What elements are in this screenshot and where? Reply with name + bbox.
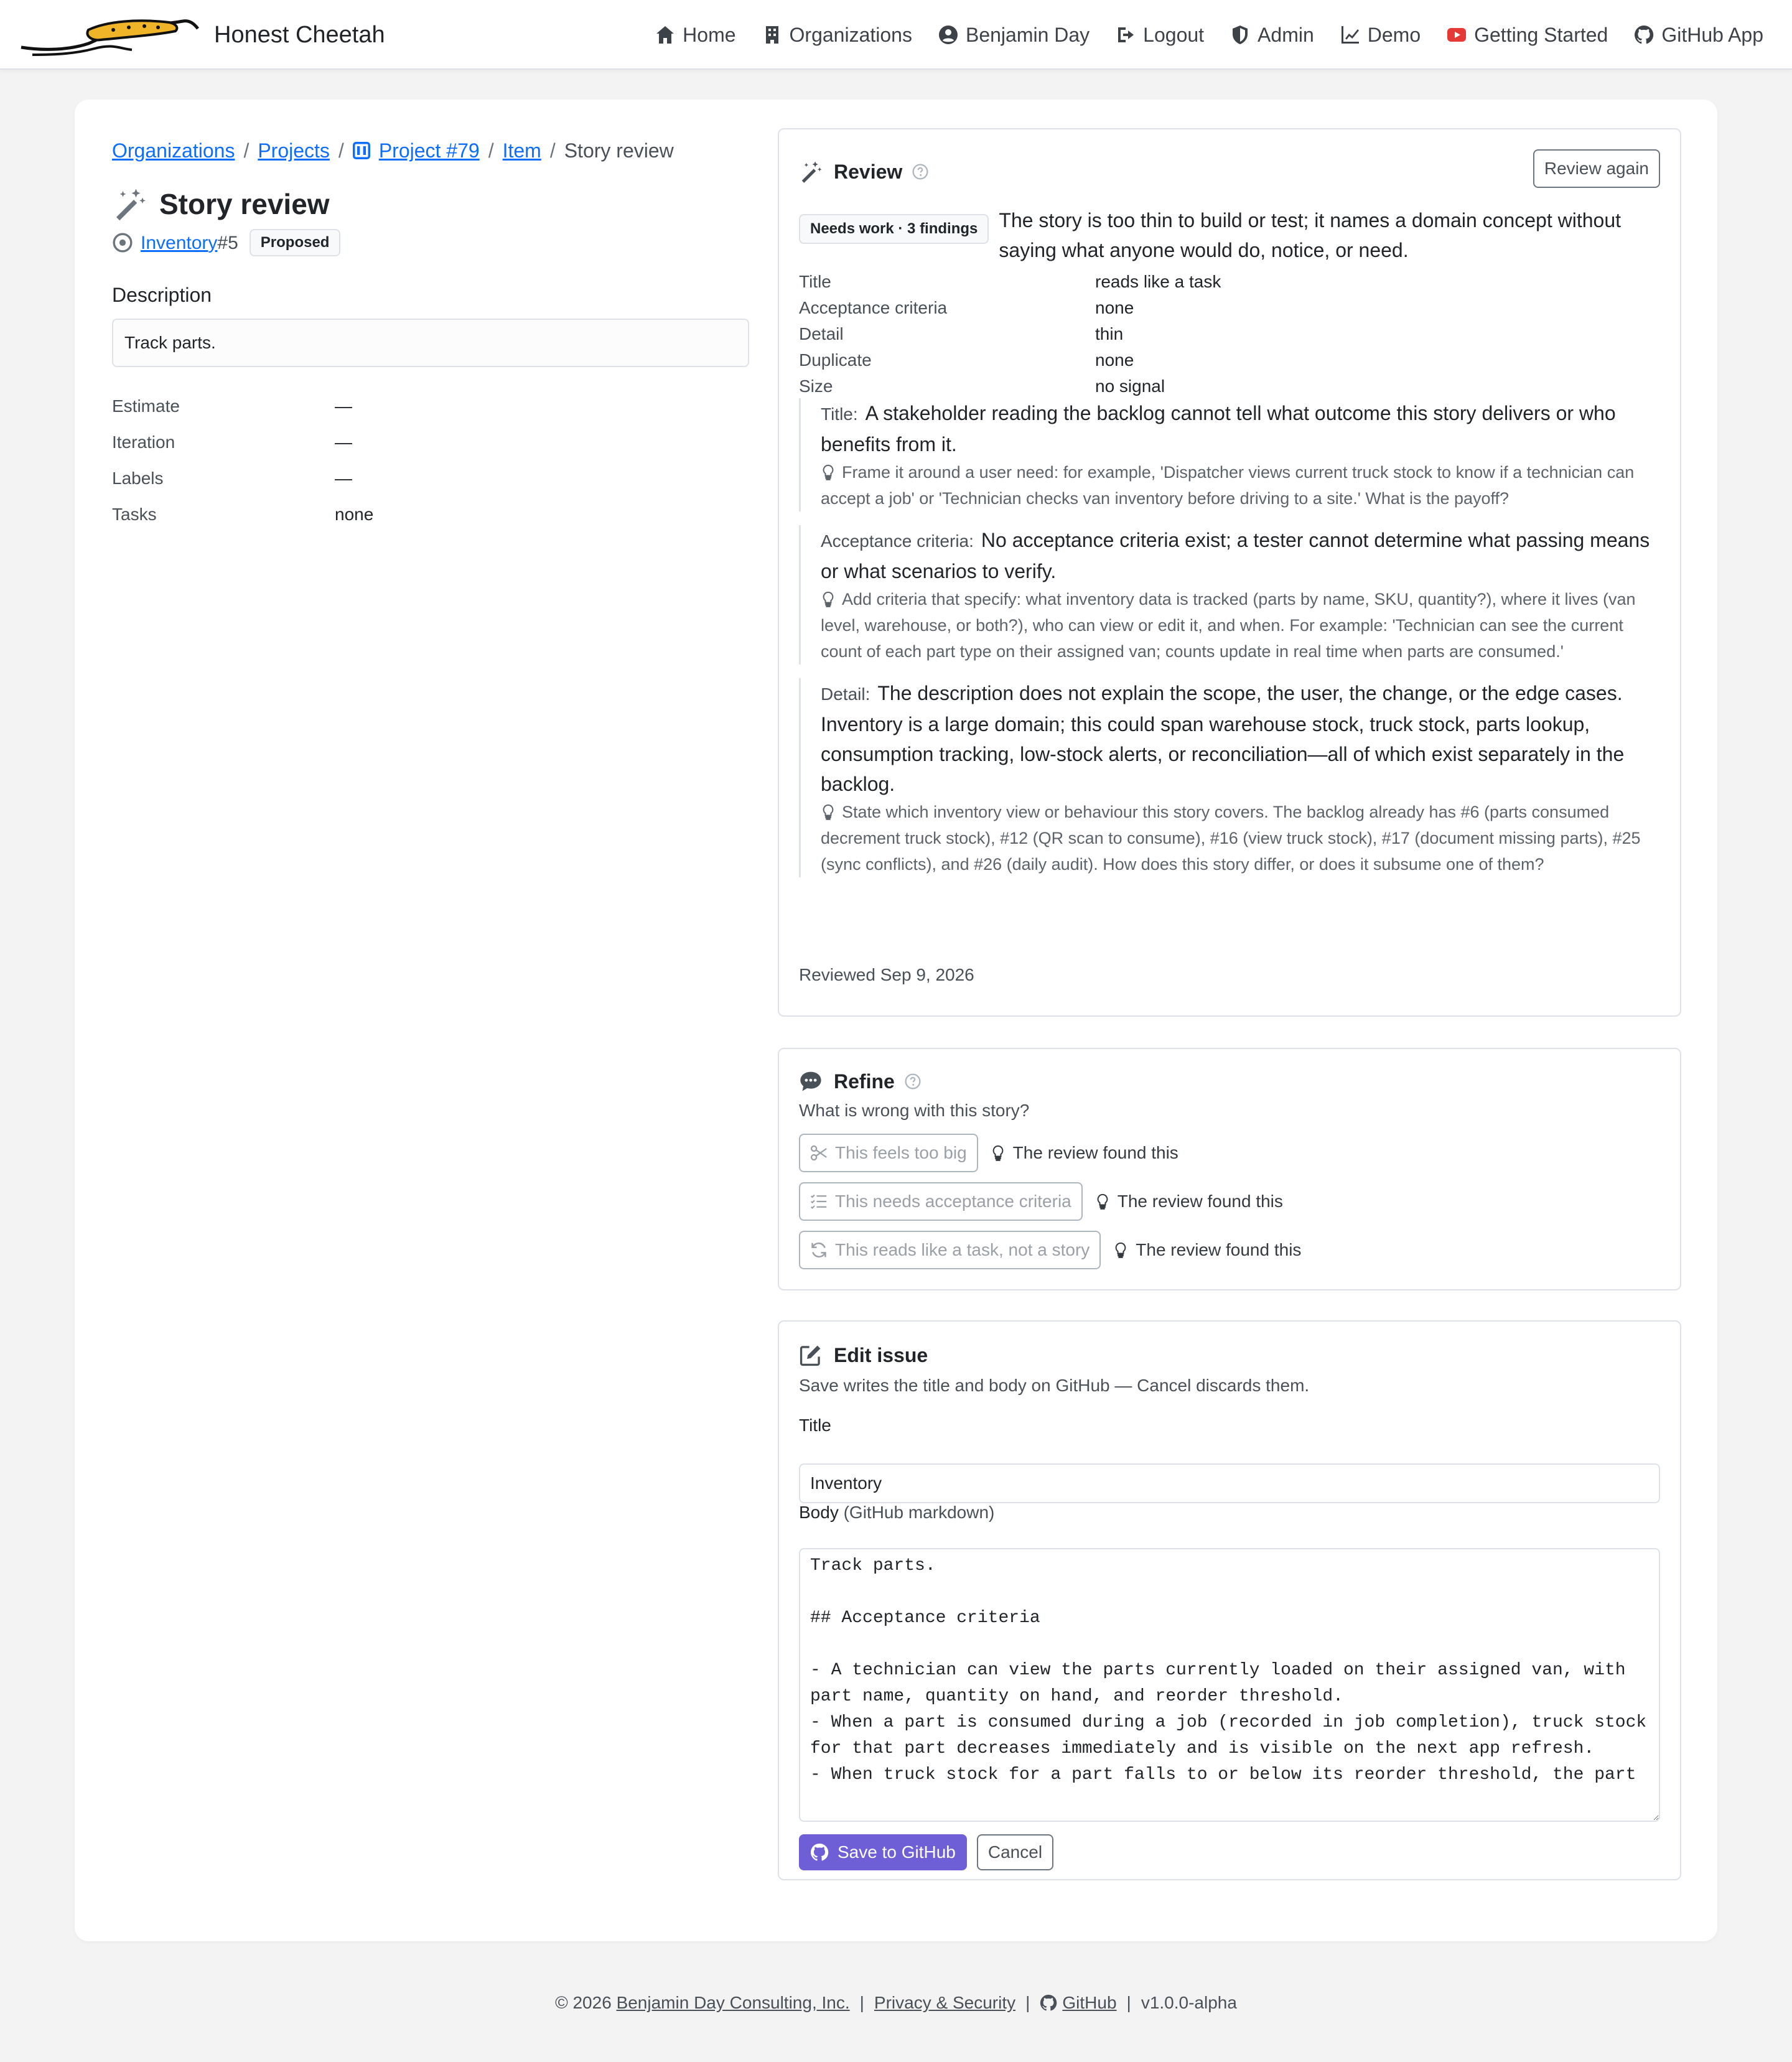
brand-name: Honest Cheetah	[214, 21, 385, 48]
review-found-text: The review found this	[1136, 1240, 1302, 1259]
nav-getting-started-label: Getting Started	[1474, 24, 1608, 46]
fact-value: none	[1095, 350, 1134, 370]
building-icon	[762, 25, 782, 45]
nav-github-app-label: GitHub App	[1661, 24, 1763, 46]
finding-headline	[821, 398, 1664, 459]
fact-row	[799, 373, 1664, 399]
description-label: Description	[112, 284, 212, 306]
footer-version: v1.0.0-alpha	[1141, 1993, 1237, 2012]
refine-title: Refine	[834, 1070, 895, 1093]
edit-header	[799, 1340, 928, 1370]
review-facts	[799, 269, 1664, 399]
fact-key: Detail	[799, 324, 844, 343]
github-icon	[1040, 1994, 1057, 2012]
lightbulb-icon	[821, 591, 836, 607]
fact-key: Duplicate	[799, 350, 872, 370]
nav-demo[interactable]	[1340, 20, 1421, 50]
meta-value: —	[335, 432, 352, 452]
refine-question: What is wrong with this story?	[799, 1101, 1030, 1120]
breadcrumb-projects[interactable]: Projects	[258, 139, 330, 162]
nav-user[interactable]	[938, 20, 1090, 50]
edit-actions	[799, 1834, 1053, 1870]
review-findings	[799, 398, 1664, 891]
footer-separator: |	[1126, 1993, 1131, 2012]
finding-title	[799, 398, 1664, 511]
reads-like-task-button[interactable]	[799, 1231, 1101, 1269]
meta-key: Tasks	[112, 505, 157, 524]
fact-row	[799, 321, 1664, 347]
needs-acceptance-criteria-button[interactable]	[799, 1182, 1083, 1221]
main-card	[75, 100, 1717, 1941]
nav-admin-label: Admin	[1258, 24, 1314, 46]
review-found-note	[1113, 1237, 1301, 1263]
footer-separator: |	[1025, 1993, 1030, 2012]
refine-header	[799, 1066, 921, 1096]
finding-label: Detail:	[821, 684, 870, 704]
github-icon	[1634, 25, 1654, 45]
title-input[interactable]	[799, 1463, 1660, 1503]
breadcrumb-separator: /	[549, 139, 556, 162]
meta-row-labels	[112, 460, 749, 497]
nav-links	[655, 0, 1763, 70]
body-field-label	[799, 1500, 994, 1526]
nav-github-app[interactable]	[1634, 20, 1763, 50]
nav-home[interactable]	[655, 20, 735, 50]
nav-demo-label: Demo	[1367, 24, 1421, 46]
footer-github-link[interactable]: GitHub	[1062, 1993, 1117, 2012]
github-icon	[810, 1843, 829, 1862]
footer-privacy-link[interactable]: Privacy & Security	[874, 1993, 1016, 2012]
fact-key: Size	[799, 376, 833, 396]
save-to-github-label: Save to GitHub	[838, 1842, 956, 1862]
nav-admin[interactable]	[1230, 20, 1314, 50]
review-title: Review	[834, 161, 903, 183]
footer-company-link[interactable]: Benjamin Day Consulting, Inc.	[616, 1993, 850, 2012]
user-icon	[938, 25, 958, 45]
breadcrumb-organizations[interactable]: Organizations	[112, 139, 235, 162]
shield-icon	[1230, 25, 1250, 45]
finding-tip-text: Add criteria that specify: what inventory data is tracked (parts by name, SKU, quantity?), where it lives (van level, warehouse, or both?), who can view or edit it, and when. For example: 'Technician can see the current count of each part type on their assigned van; counts update in real time when parts are consumed.'	[821, 590, 1636, 661]
issue-summary	[112, 132, 749, 533]
lightbulb-icon	[1113, 1242, 1128, 1258]
nav-organizations[interactable]	[762, 20, 912, 50]
description-text: Track parts.	[124, 333, 216, 352]
reads-like-task-label: This reads like a task, not a story	[835, 1240, 1090, 1259]
finding-tip	[821, 459, 1664, 511]
breadcrumb-separator: /	[338, 139, 344, 162]
needs-acceptance-criteria-label: This needs acceptance criteria	[835, 1192, 1071, 1211]
project-board-icon	[353, 142, 370, 159]
issue-repo-link[interactable]: Inventory	[141, 232, 218, 253]
refine-panel	[778, 1048, 1681, 1290]
breadcrumb-separator: /	[488, 139, 494, 162]
nav-getting-started[interactable]	[1447, 20, 1608, 50]
refine-row	[799, 1231, 1301, 1269]
chat-icon	[799, 1070, 823, 1093]
edit-subtitle: Save writes the title and body on GitHub — Cancel discards them.	[799, 1376, 1310, 1395]
breadcrumb-item[interactable]: Item	[502, 139, 541, 162]
edit-issue-panel	[778, 1320, 1681, 1880]
refine-options	[799, 1134, 1301, 1279]
body-textarea[interactable]	[799, 1548, 1660, 1822]
description-box	[112, 319, 749, 367]
finding-headline	[821, 525, 1664, 586]
reviewed-date: Reviewed Sep 9, 2026	[799, 965, 974, 984]
fact-key: Acceptance criteria	[799, 298, 948, 317]
youtube-icon	[1447, 25, 1467, 45]
checklist-icon	[810, 1193, 828, 1210]
fact-value: none	[1095, 298, 1134, 317]
lightbulb-icon	[991, 1145, 1006, 1161]
fact-value: no signal	[1095, 376, 1165, 396]
title-field-label: Title	[799, 1416, 831, 1435]
scissors-icon	[810, 1144, 828, 1162]
meta-value: —	[335, 469, 352, 488]
finding-label: Acceptance criteria:	[821, 531, 974, 551]
home-icon	[655, 25, 675, 45]
cancel-button[interactable]: Cancel	[977, 1834, 1053, 1870]
status-badge: Proposed	[250, 229, 341, 256]
finding-tip-text: Frame it around a user need: for example, 'Dispatcher views current truck stock to know if a technician can accept a job' or 'Technician checks van inventory before driving to a site.' What is the payoff?	[821, 463, 1635, 508]
issue-open-icon	[112, 232, 133, 253]
fact-row	[799, 269, 1664, 295]
finding-text: The description does not explain the scope, the user, the change, or the edge cases. Inventory is a large domain; this could span warehouse stock, truck stock, parts lookup, consumption tracking, low-stock alerts, or reconciliation—all of which exist separately in the backlog.	[821, 682, 1625, 795]
meta-row-iteration	[112, 424, 749, 460]
review-header	[799, 157, 928, 187]
refine-row	[799, 1134, 1301, 1172]
issue-meta	[112, 388, 749, 533]
page-title-row	[112, 185, 749, 223]
review-summary-text: The story is too thin to build or test; it names a domain concept without saying what anyone would do, notice, or need.	[999, 209, 1622, 261]
meta-row-tasks	[112, 497, 749, 533]
page-title: Story review	[159, 187, 330, 220]
edit-icon	[799, 1343, 823, 1367]
too-big-label: This feels too big	[835, 1143, 967, 1162]
finding-tip-text: State which inventory view or behaviour this story covers. The backlog already has #6 (parts consumed decrement truck stock), #12 (QR scan to consume), #16 (view truck stock), #17 (document missing parts), #25 (sync conflicts), and #26 (daily audit). How does this story differ, or does it subsume one of them?	[821, 803, 1641, 874]
breadcrumb-current: Story review	[564, 139, 674, 162]
nav-logout[interactable]	[1116, 20, 1204, 50]
chart-icon	[1340, 25, 1360, 45]
finding-text: A stakeholder reading the backlog cannot tell what outcome this story delivers or who benefits from it.	[821, 402, 1616, 455]
nav-organizations-label: Organizations	[789, 24, 912, 46]
meta-key: Estimate	[112, 396, 180, 416]
review-summary	[799, 205, 1660, 265]
issue-reference	[112, 228, 749, 258]
logout-icon	[1116, 25, 1136, 45]
review-found-note	[1095, 1188, 1283, 1215]
nav-logout-label: Logout	[1143, 24, 1205, 46]
body-hint: (GitHub markdown)	[843, 1503, 995, 1522]
footer	[0, 1990, 1792, 2016]
meta-value: none	[335, 505, 374, 524]
body-label: Body	[799, 1503, 839, 1522]
review-found-note	[991, 1140, 1178, 1166]
finding-label: Title:	[821, 404, 858, 424]
review-panel	[778, 128, 1681, 1017]
finding-headline	[821, 678, 1664, 799]
finding-text: No acceptance criteria exist; a tester cannot determine what passing means or what scenarios to verify.	[821, 529, 1650, 582]
meta-key: Iteration	[112, 432, 175, 452]
fact-key: Title	[799, 272, 831, 291]
footer-copyright: © 2026	[555, 1993, 612, 2012]
cheetah-logo-icon	[20, 11, 202, 58]
breadcrumb-separator: /	[243, 139, 250, 162]
meta-key: Labels	[112, 469, 164, 488]
save-to-github-button[interactable]	[799, 1834, 967, 1870]
magic-wand-icon	[112, 187, 147, 222]
footer-separator: |	[859, 1993, 864, 2012]
lightbulb-icon	[821, 804, 836, 820]
fact-value: thin	[1095, 324, 1124, 343]
fact-value: reads like a task	[1095, 272, 1221, 291]
too-big-button[interactable]	[799, 1134, 978, 1172]
issue-number: #5	[217, 232, 238, 253]
review-found-text: The review found this	[1117, 1192, 1283, 1211]
breadcrumb-project[interactable]: Project #79	[378, 139, 480, 162]
finding-acceptance-criteria	[799, 525, 1664, 665]
nav-user-label: Benjamin Day	[965, 24, 1090, 46]
refresh-icon	[810, 1241, 828, 1259]
finding-detail	[799, 678, 1664, 877]
nav-home-label: Home	[683, 24, 736, 46]
help-icon[interactable]	[912, 164, 928, 180]
help-icon[interactable]	[905, 1073, 921, 1089]
finding-tip	[821, 799, 1664, 877]
fact-row	[799, 295, 1664, 321]
refine-row	[799, 1182, 1301, 1221]
edit-title: Edit issue	[834, 1344, 928, 1366]
meta-value: —	[335, 396, 352, 416]
magic-wand-icon	[799, 160, 823, 184]
breadcrumb	[112, 132, 749, 169]
lightbulb-icon	[1095, 1193, 1110, 1210]
brand-link[interactable]	[20, 11, 385, 58]
finding-tip	[821, 586, 1664, 665]
review-status-badge: Needs work · 3 findings	[799, 214, 989, 244]
review-again-button[interactable]: Review again	[1533, 149, 1660, 188]
review-found-text: The review found this	[1012, 1143, 1178, 1162]
meta-row-estimate	[112, 388, 749, 424]
fact-row	[799, 347, 1664, 373]
lightbulb-icon	[821, 464, 836, 480]
top-navbar	[0, 0, 1792, 70]
